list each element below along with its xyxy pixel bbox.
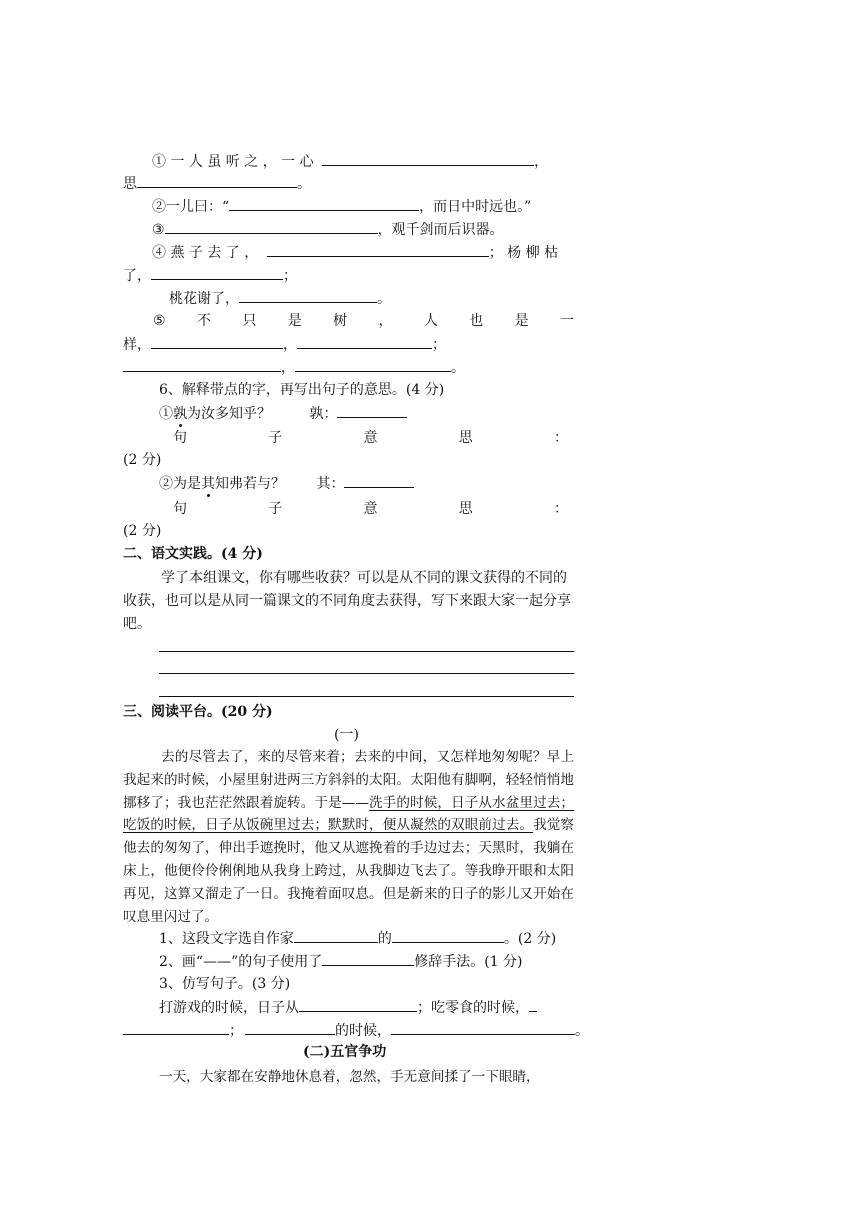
q6-s2-sentence: 知弗若与？ xyxy=(215,476,285,492)
q5-item5-word: 是 xyxy=(514,313,529,329)
q5-item5-comma2: ， xyxy=(281,360,295,376)
q5-item5-word: 树 xyxy=(333,313,348,329)
section2-heading: 二、语文实践。(4 分) xyxy=(123,546,263,562)
imit-blank1[interactable] xyxy=(299,997,417,1012)
q6-s1-label: 孰： xyxy=(309,406,338,422)
answer-line-1[interactable] xyxy=(159,651,574,652)
q5-item4-blank1[interactable] xyxy=(267,242,489,257)
q6-s2-meaning xyxy=(173,499,568,519)
q5-item4-yangliu: ； 杨 柳 枯 xyxy=(488,245,559,261)
q5-item1-period: 。 xyxy=(297,176,311,192)
q6-s1-num: ① xyxy=(159,406,173,422)
sec3-q2-blank[interactable] xyxy=(322,951,414,966)
q6-s1-line xyxy=(159,403,407,424)
q5-item1-line2 xyxy=(123,173,311,194)
q6-s1-score: (2 分) xyxy=(123,452,162,468)
meaning-word: 思 xyxy=(458,430,473,446)
imit-prompt-d: 的时候， xyxy=(335,1023,391,1039)
sec3-q2-prompt: 2、画“——”的句子使用了 xyxy=(159,954,323,970)
passage1-label: (一) xyxy=(334,727,359,743)
q5-item3-num: ③ xyxy=(152,222,165,238)
q5-item4-blank3[interactable] xyxy=(239,288,377,303)
imit-blank2-start[interactable] xyxy=(529,997,537,1012)
q5-item5-line1 xyxy=(153,311,574,331)
passage1-underlined: 洗手的时候，日子从水盆里过去；吃饭的时候，日子从饭碗里过去；默默时，便从凝然的双眼前过去。 xyxy=(123,794,575,834)
sec3-imit-line1 xyxy=(159,997,537,1018)
meaning-word: 句 xyxy=(173,501,187,517)
q6-s1-sentence: 为汝多知乎？ xyxy=(187,406,271,422)
sec3-q1-score: 。(2 分) xyxy=(503,931,557,947)
section2-body: 学了本组课文，你有哪些收获？可以是从不同的课文获得的不同的收获，也可以是从同一篇课文的不同角度去获得，写下来跟大家一起分享吧。 xyxy=(123,570,571,632)
meaning-word: 子 xyxy=(268,430,283,446)
passage2-first-line: 一天，大家都在安静地休息着，忽然，手无意间揉了一下眼睛， xyxy=(159,1069,540,1085)
q5-item5-word: ⑤ xyxy=(153,313,166,329)
imit-semicolon: ； xyxy=(229,1023,243,1039)
q6-s2-label: 其： xyxy=(316,476,345,492)
q5-item3-line xyxy=(152,219,504,240)
sec3-q1-de: 的 xyxy=(377,931,392,947)
meaning-word: 意 xyxy=(363,430,378,446)
q5-item4-line3 xyxy=(169,288,391,309)
passage1-text xyxy=(123,746,574,928)
imit-blank4[interactable] xyxy=(245,1020,335,1035)
q5-item5-blank2[interactable] xyxy=(297,334,432,349)
q5-item5-word: 是 xyxy=(287,313,302,329)
q6-s1-dotted-char: 孰 xyxy=(173,406,187,422)
q6-s2-num: ②为是 xyxy=(159,476,201,492)
q5-item5-period: 。 xyxy=(451,360,465,376)
meaning-word: ： xyxy=(554,430,568,446)
q6-s1-blank[interactable] xyxy=(337,403,407,418)
q5-item5-word: 也 xyxy=(469,313,484,329)
q5-item4-line1 xyxy=(152,242,558,263)
q5-item4-le: 了， xyxy=(123,268,151,284)
sec3-q1-title-blank[interactable] xyxy=(392,928,504,943)
q6-s2-dotted-char: 其 xyxy=(201,476,215,492)
q5-item3-rest: ，观千剑而后识器。 xyxy=(377,222,504,238)
q5-item5-comma1: ， xyxy=(283,337,297,353)
meaning-word: 句 xyxy=(173,430,187,446)
sec3-q2 xyxy=(159,951,523,972)
q5-item1-comma: ， xyxy=(534,154,549,170)
answer-line-3[interactable] xyxy=(159,696,574,697)
imit-blank5[interactable] xyxy=(391,1020,575,1035)
q5-item3-blank[interactable] xyxy=(165,219,378,234)
answer-line-2[interactable] xyxy=(159,673,574,674)
q5-item5-line2 xyxy=(123,334,446,355)
passage1-part-a: 去的尽管去了，来的尽管来着；去来的中间，又怎样地匆匆呢？早上我起来的时候，小屋里射进两三方斜斜的太阳。太阳他有脚啊，轻轻悄悄地挪移了；我也茫茫然跟着旋转。于是—— xyxy=(123,749,574,811)
q5-item5-line3 xyxy=(123,357,465,378)
q6-s2-line xyxy=(159,473,414,494)
q5-item2-line xyxy=(152,196,531,217)
sec3-q1-prompt: 1、这段文字选自作家 xyxy=(159,931,294,947)
section3-heading: 三、阅读平台。(20 分) xyxy=(123,704,273,720)
imit-blank3[interactable] xyxy=(123,1020,229,1035)
q5-item2-blank[interactable] xyxy=(229,196,419,211)
sec3-q1-author-blank[interactable] xyxy=(294,928,378,943)
passage2-title: (二)五官争功 xyxy=(303,1044,387,1060)
q5-item5-blank3[interactable] xyxy=(123,357,281,372)
q6-s1-meaning xyxy=(173,428,568,448)
sec3-q2-rest: 修辞手法。(1 分) xyxy=(414,954,523,970)
q5-item5-semicolon: ； xyxy=(432,337,446,353)
q5-item5-word: 不 xyxy=(196,313,211,329)
imit-prompt-b: ；吃零食的时候， xyxy=(417,1000,529,1016)
q5-item5-word: ， xyxy=(378,313,393,329)
meaning-word: 思 xyxy=(458,501,473,517)
sec3-q3: 3、仿写句子。(3 分) xyxy=(159,976,291,992)
q6-title: 6、解释带点的字，再写出句子的意思。(4 分) xyxy=(159,382,445,398)
q5-item2-prompt: ②一儿曰：“ xyxy=(152,199,230,215)
q5-item2-rest: ，而日中时远也。” xyxy=(419,199,532,215)
q5-item1-si: 思 xyxy=(123,176,137,192)
q6-s2-blank[interactable] xyxy=(344,473,414,488)
passage1-part-b: 我觉察他去的匆匆了，伸出手遮挽时，他又从遮挽着的手边过去；天黑时，我躺在床上，他便伶伶俐俐地从我身上跨过，从我脚边飞去了。等我睁开眼和太阳再见，这算又溜走了一日。我掩着面叹息。但是新来的日子的影儿又开始在叹息里闪过了。 xyxy=(123,817,575,925)
q5-item5-word: 人 xyxy=(423,313,438,329)
q6-s2-score: (2 分) xyxy=(123,523,162,539)
meaning-word: ： xyxy=(554,501,568,517)
q5-item4-period: 。 xyxy=(377,291,391,307)
q5-item5-blank1[interactable] xyxy=(151,334,283,349)
imit-period: 。 xyxy=(575,1023,589,1039)
imit-prompt-a: 打游戏的时候，日子从 xyxy=(159,1000,299,1016)
q5-item1-blank2[interactable] xyxy=(137,173,297,188)
meaning-word: 子 xyxy=(268,501,283,517)
q5-item1-line1 xyxy=(152,151,548,172)
q5-item4-taohua: 桃花谢了， xyxy=(169,291,239,307)
meaning-word: 意 xyxy=(363,501,378,517)
q5-item4-semicolon: ； xyxy=(283,268,297,284)
q5-item4-line2 xyxy=(123,265,297,286)
q5-item5-blank4[interactable] xyxy=(295,357,451,372)
q5-item4-prompt: ④ 燕 子 去 了 ， xyxy=(152,245,259,261)
q5-item4-blank2[interactable] xyxy=(151,265,283,280)
q5-item5-yang: 样， xyxy=(123,337,151,353)
sec3-imit-line2 xyxy=(123,1020,589,1041)
q5-item1-prompt: ① 一 人 虽 听 之 ， 一 心 xyxy=(152,154,314,170)
q5-item5-word: 只 xyxy=(242,313,257,329)
q5-item5-word: 一 xyxy=(559,313,574,329)
q5-item1-blank1[interactable] xyxy=(322,151,534,166)
sec3-q1 xyxy=(159,928,556,949)
